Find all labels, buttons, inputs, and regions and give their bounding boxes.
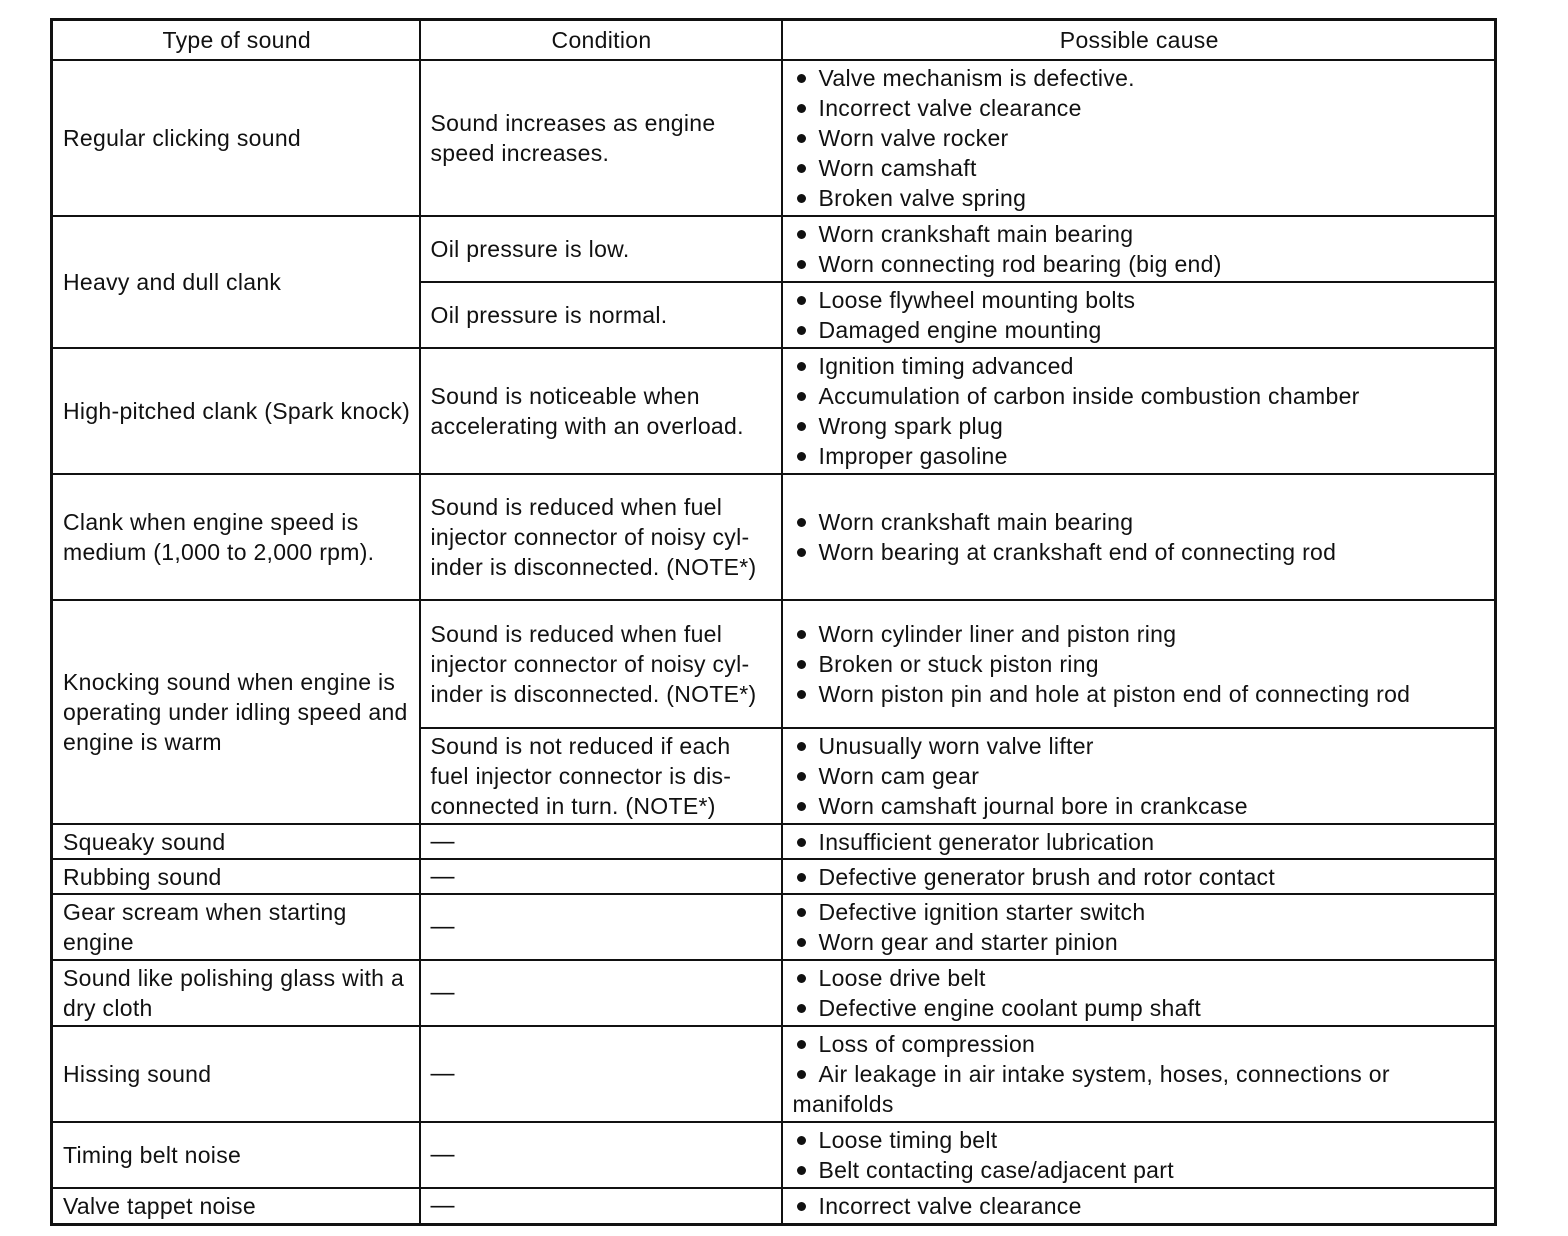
cause-cell [782,894,1496,960]
sound-type-cell: Valve tappet noise [52,1188,420,1224]
table-row [52,1122,1496,1188]
cause-item: Damaged engine mounting [793,315,1487,345]
cause-item: Worn piston pin and hole at piston end of connecting rod [793,679,1487,709]
condition-cell: — [420,859,782,894]
sound-type-cell: Heavy and dull clank [52,216,420,348]
cause-item: Worn connecting rod bearing (big end) [793,249,1487,279]
sound-type-cell: Sound like polishing glass with a dry cloth [52,960,420,1026]
cause-item: Defective generator brush and rotor contact [793,862,1487,892]
cause-cell [782,728,1496,824]
cause-cell [782,282,1496,348]
cause-list [793,1191,1487,1221]
cause-cell [782,348,1496,474]
table-row [52,859,1496,894]
sound-type-cell: High-pitched clank (Spark knock) [52,348,420,474]
cause-item: Defective engine coolant pump shaft [793,993,1487,1023]
header-type-of-sound: Type of sound [52,20,420,61]
cause-list [793,63,1487,213]
sound-type-cell: Knocking sound when engine is operating under idling speed and engine is warm [52,600,420,824]
cause-item: Loose timing belt [793,1125,1487,1155]
condition-cell: — [420,1122,782,1188]
cause-list [793,351,1487,471]
header-possible-cause: Possible cause [782,20,1496,61]
header-condition: Condition [420,20,782,61]
cause-list [793,219,1487,279]
cause-item: Unusually worn valve lifter [793,731,1487,761]
condition-cell: Sound increases as engine speed increases. [420,60,782,216]
cause-item: Defective ignition starter switch [793,897,1487,927]
condition-cell: — [420,1188,782,1224]
condition-cell: — [420,960,782,1026]
cause-list [793,731,1487,821]
cause-item: Worn cam gear [793,761,1487,791]
cause-cell [782,216,1496,282]
cause-item: Worn bearing at crankshaft end of connecting rod [793,537,1487,567]
table-row [52,600,1496,728]
cause-item: Worn crankshaft main bearing [793,507,1487,537]
sound-type-cell: Timing belt noise [52,1122,420,1188]
table-row [52,960,1496,1026]
cause-item: Broken or stuck piston ring [793,649,1487,679]
table-header-row [52,20,1496,61]
condition-cell: Sound is reduced when fuel injector connector of noisy cyl-inder is disconnected. (NOTE*) [420,474,782,600]
cause-item: Belt contacting case/adjacent part [793,1155,1487,1185]
cause-item: Worn crankshaft main bearing [793,219,1487,249]
cause-item: Incorrect valve clearance [793,1191,1487,1221]
cause-item: Insufficient generator lubrication [793,827,1487,857]
condition-cell: Sound is noticeable when accelerating with an overload. [420,348,782,474]
cause-item: Incorrect valve clearance [793,93,1487,123]
cause-item: Air leakage in air intake system, hoses, connections or manifolds [793,1059,1487,1119]
cause-item: Ignition timing advanced [793,351,1487,381]
cause-cell [782,1026,1496,1122]
cause-cell [782,60,1496,216]
cause-item: Loss of compression [793,1029,1487,1059]
cause-cell [782,474,1496,600]
sound-type-cell: Regular clicking sound [52,60,420,216]
cause-item: Broken valve spring [793,183,1487,213]
table-row [52,60,1496,216]
sound-type-cell: Squeaky sound [52,824,420,859]
sound-type-cell: Gear scream when starting engine [52,894,420,960]
cause-item: Worn valve rocker [793,123,1487,153]
cause-list [793,619,1487,709]
cause-cell [782,1122,1496,1188]
cause-cell [782,1188,1496,1224]
cause-list [793,285,1487,345]
cause-item: Valve mechanism is defective. [793,63,1487,93]
cause-item: Wrong spark plug [793,411,1487,441]
cause-item: Worn gear and starter pinion [793,927,1487,957]
cause-item: Worn cylinder liner and piston ring [793,619,1487,649]
cause-list [793,862,1487,892]
table-row [52,1026,1496,1122]
table-row [52,474,1496,600]
cause-cell [782,960,1496,1026]
cause-item: Loose drive belt [793,963,1487,993]
cause-cell [782,600,1496,728]
condition-cell: — [420,1026,782,1122]
condition-cell: Sound is reduced when fuel injector connector of noisy cyl-inder is disconnected. (NOTE*) [420,600,782,728]
table-row [52,894,1496,960]
cause-list [793,507,1487,567]
cause-item: Worn camshaft [793,153,1487,183]
table-row [52,824,1496,859]
condition-cell: Oil pressure is normal. [420,282,782,348]
table-row [52,216,1496,282]
condition-cell: Sound is not reduced if each fuel injector connector is dis-connected in turn. (NOTE*) [420,728,782,824]
cause-list [793,963,1487,1023]
cause-item: Worn camshaft journal bore in crankcase [793,791,1487,821]
cause-item: Improper gasoline [793,441,1487,471]
sound-type-cell: Clank when engine speed is medium (1,000 to 2,000 rpm). [52,474,420,600]
condition-cell: — [420,894,782,960]
condition-cell: Oil pressure is low. [420,216,782,282]
engine-noise-diagnosis-table [50,18,1497,1226]
cause-item: Accumulation of carbon inside combustion chamber [793,381,1487,411]
sound-type-cell: Rubbing sound [52,859,420,894]
table-row [52,1188,1496,1224]
sound-type-cell: Hissing sound [52,1026,420,1122]
cause-list [793,1029,1487,1119]
cause-list [793,1125,1487,1185]
cause-list [793,897,1487,957]
cause-item: Loose flywheel mounting bolts [793,285,1487,315]
table-row [52,348,1496,474]
condition-cell: — [420,824,782,859]
cause-cell [782,824,1496,859]
cause-list [793,827,1487,857]
cause-cell [782,859,1496,894]
